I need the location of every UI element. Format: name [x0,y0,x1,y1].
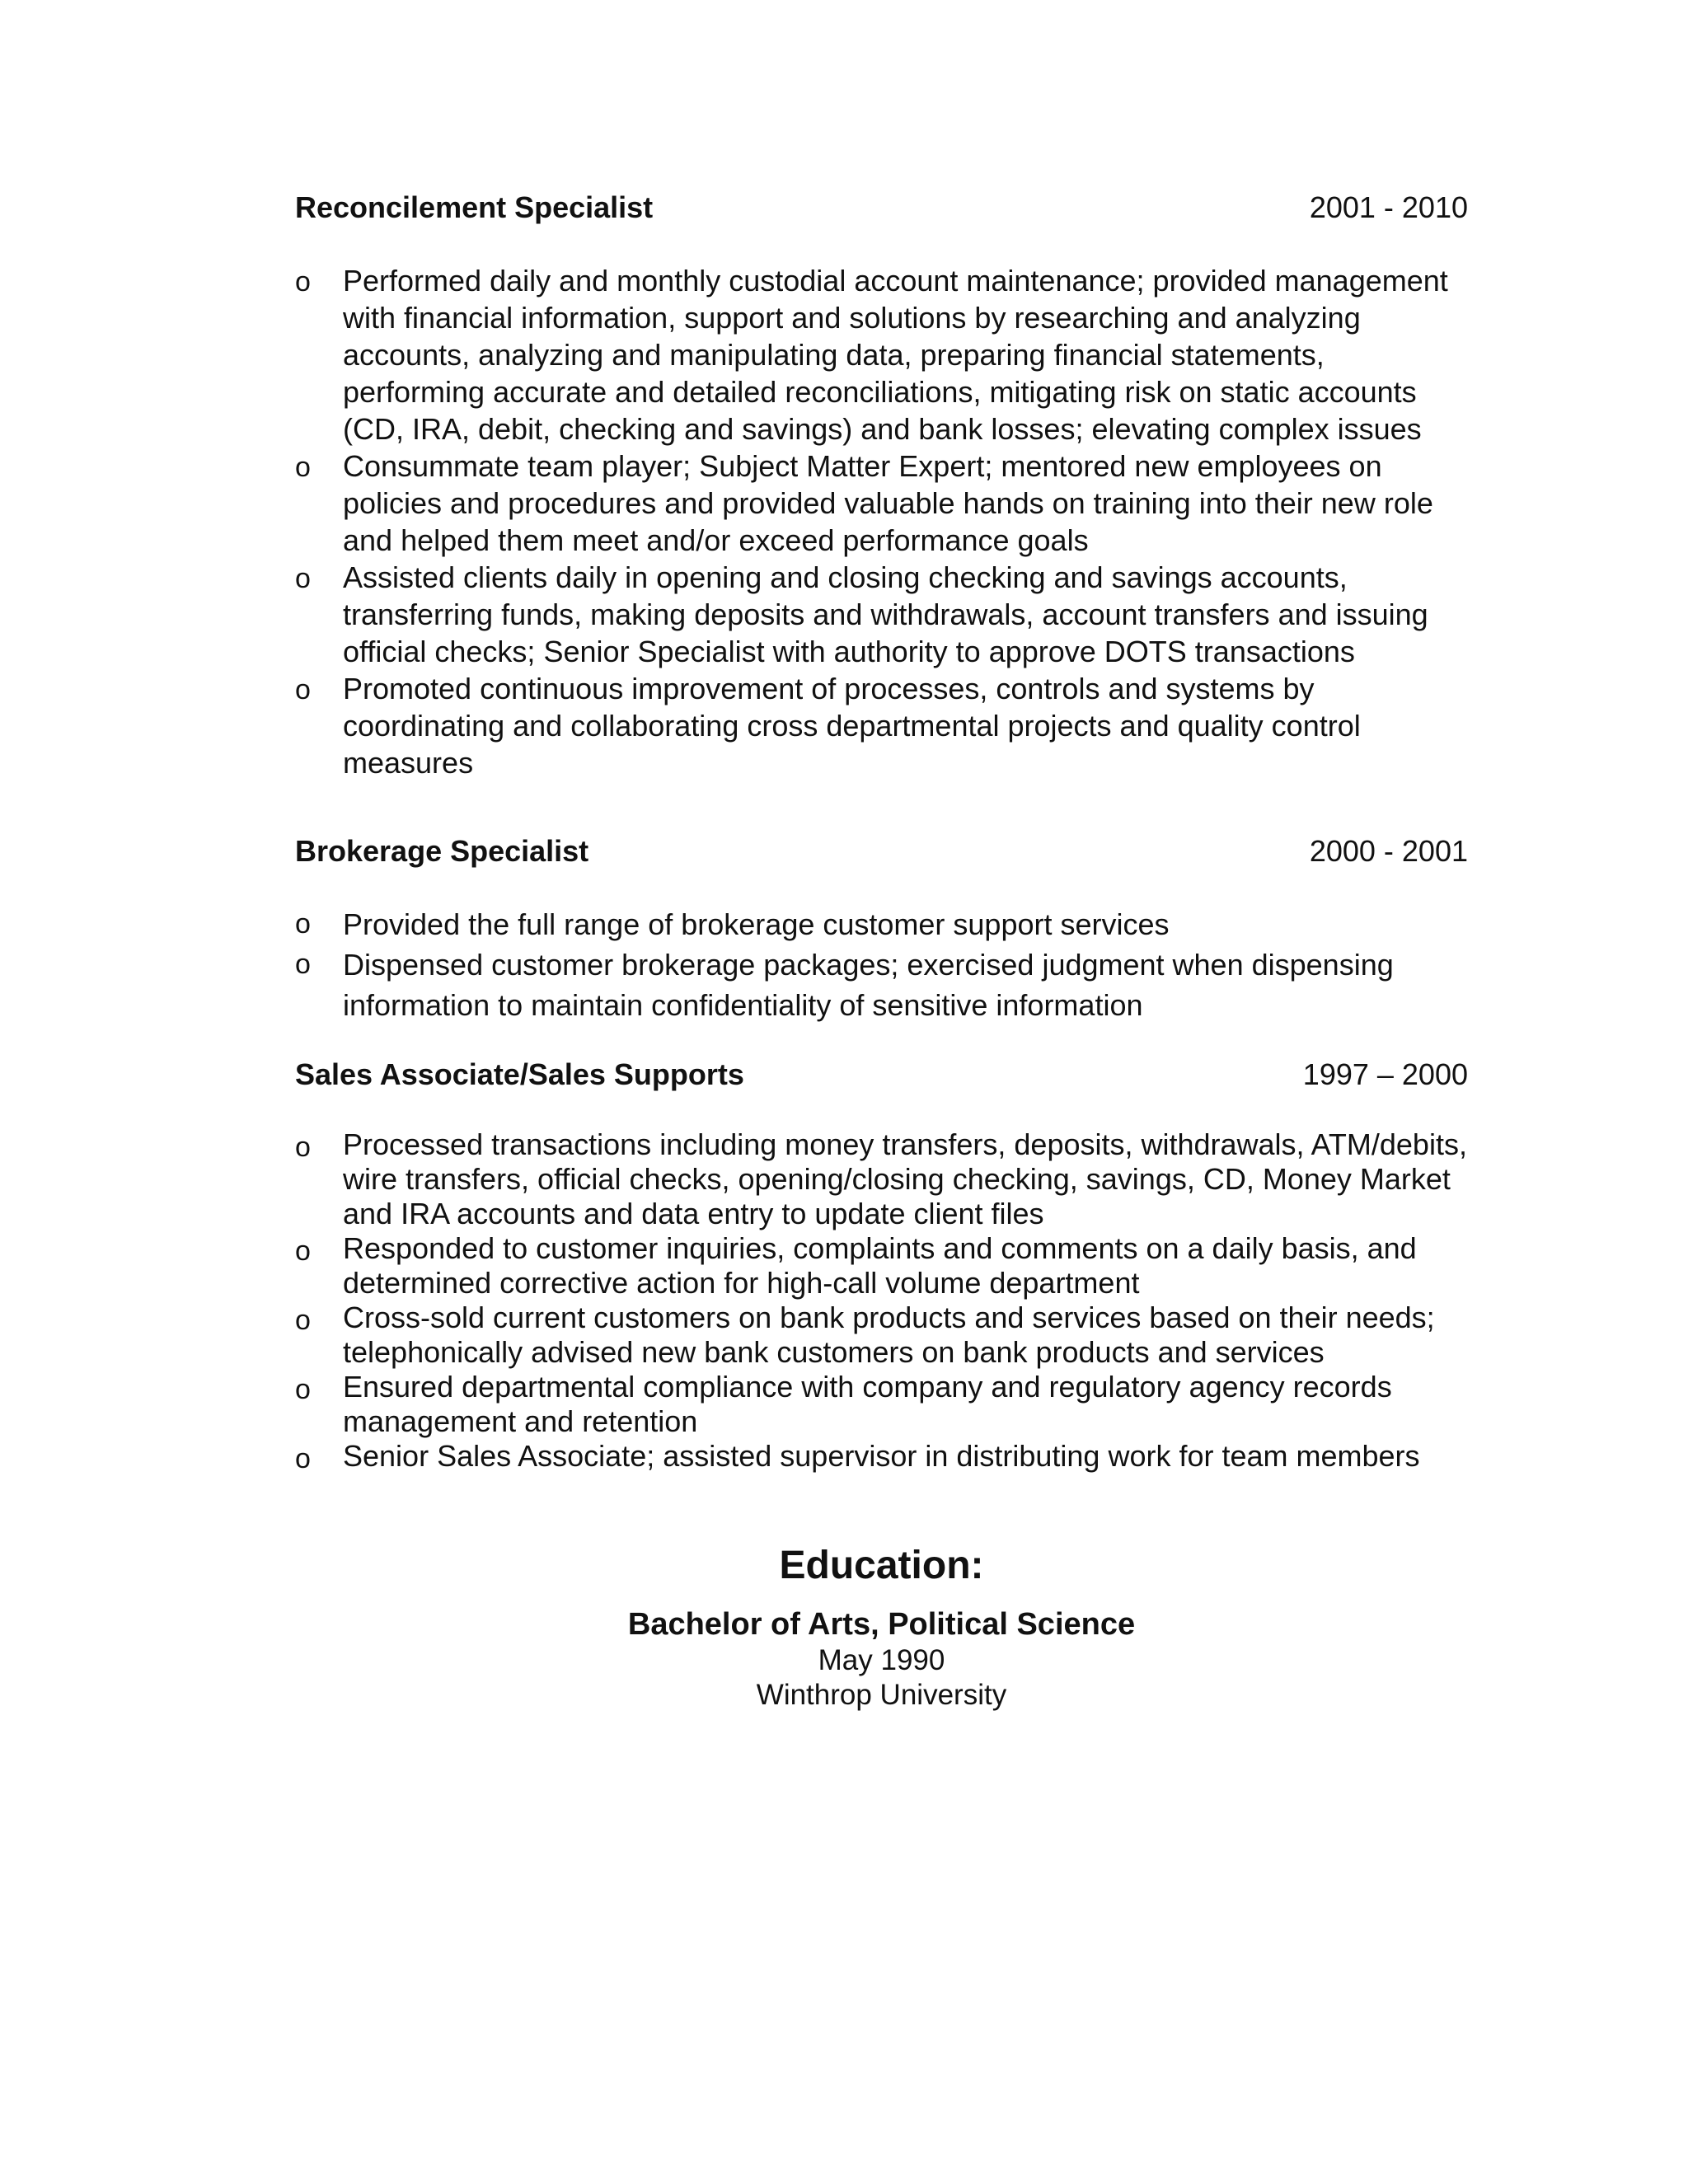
job-bullet-list [295,904,1468,1025]
job-title: Reconcilement Specialist [295,190,654,224]
bullet-icon: o [295,1235,311,1267]
bullet-icon: o [295,1443,311,1474]
job-bullet-list [295,262,1468,781]
bullet-icon: o [295,1374,311,1405]
bullet-text: Senior Sales Associate; assisted supervisor in distributing work for team members [343,1439,1420,1473]
bullet-icon: o [295,1305,311,1336]
list-item [295,1370,1468,1439]
bullet-icon: o [295,563,311,594]
bullet-text: Cross-sold current customers on bank products and services based on their needs; telephonically advised new bank customers on bank products and services [343,1301,1435,1369]
job-sales-associate [295,1057,1468,1479]
bullet-text: Ensured departmental compliance with company and regulatory agency records management and retention [343,1370,1392,1438]
job-years: 2001 - 2010 [1309,190,1468,224]
bullet-text: Processed transactions including money transfers, deposits, withdrawals, ATM/debits, wire transfers, official checks, opening/closing checking, savings, CD, Money Market and IRA accounts and data entry to update client files [343,1127,1467,1230]
job-years: 2000 - 2001 [1309,834,1468,868]
job-title: Sales Associate/Sales Supports [295,1057,744,1091]
bullet-text: Provided the full range of brokerage customer support services [343,907,1170,941]
job-bullet-list [295,1127,1468,1479]
education-heading: Education: [779,1544,984,1587]
job-brokerage-specialist [295,833,1468,1025]
job-years: 1997 – 2000 [1302,1057,1468,1091]
bullet-text: Promoted continuous improvement of processes, controls and systems by coordinating and collaborating cross departmental projects and quality control measures [343,672,1361,780]
bullet-text: Dispensed customer brokerage packages; exercised judgment when dispensing information to maintain confidentiality of sensitive information [343,948,1394,1022]
job-header [295,1057,1468,1093]
list-item [295,1301,1468,1370]
list-item [295,1231,1468,1301]
list-item [295,262,1468,448]
bullet-icon: o [295,674,311,705]
education-degree: Bachelor of Arts, Political Science [627,1607,1136,1642]
list-item [295,1439,1468,1479]
job-title: Brokerage Specialist [295,834,589,868]
job-header [295,833,1468,869]
list-item [295,904,1468,944]
education-school: Winthrop University [756,1679,1007,1711]
bullet-text: Assisted clients daily in opening and closing checking and savings accounts, transferring funds, making deposits and withdrawals, account transfers and issuing official checks; Senior Specialist with authority to approve DOTS transactions [343,560,1428,668]
bullet-text: Performed daily and monthly custodial account maintenance; provided management with financial information, support and solutions by researching and analyzing accounts, analyzing and manipulating data, preparing financial statements, performing accurate and detailed reconciliations, mitigating risk on static accounts (CD, IRA, debit, checking and savings) and bank losses; elevating complex issues [343,264,1448,446]
education-section [295,1541,1468,1713]
list-item [295,944,1468,1025]
bullet-icon: o [295,949,311,980]
list-item [295,448,1468,559]
education-date: May 1990 [818,1644,945,1676]
job-header [295,190,1468,226]
list-item [295,670,1468,781]
bullet-icon: o [295,908,311,940]
bullet-text: Consummate team player; Subject Matter Expert; mentored new employees on policies and procedures and provided valuable hands on training into their new role and helped them meet and/or exceed performance goals [343,449,1433,557]
bullet-text: Responded to customer inquiries, complaints and comments on a daily basis, and determined corrective action for high-call volume department [343,1231,1417,1300]
job-reconcilement-specialist [295,190,1468,781]
bullet-icon: o [295,266,311,298]
bullet-icon: o [295,1132,311,1163]
list-item [295,1127,1468,1231]
bullet-icon: o [295,452,311,483]
list-item [295,559,1468,670]
